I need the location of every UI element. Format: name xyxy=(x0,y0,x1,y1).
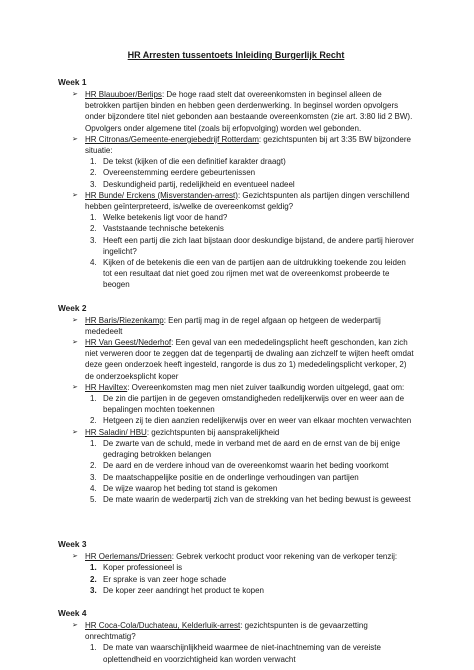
case-entry xyxy=(58,190,414,212)
numbered-list xyxy=(58,642,414,664)
bullet-icon: ➢ xyxy=(72,428,78,436)
list-item-text: Kijken of de betekenis die een van de partijen aan de uitdrukking toekende zou leiden tot een resultaat dat niet goed zou rijmen met wat de overeenkomst probeerde te beogen xyxy=(103,258,406,290)
bullet-icon: ➢ xyxy=(72,316,78,324)
weeks-container xyxy=(58,77,414,665)
bullet-icon: ➢ xyxy=(72,621,78,629)
list-item-text: De tekst (kijken of die een definitief karakter draagt) xyxy=(103,157,286,167)
list-number: 1. xyxy=(90,157,97,167)
numbered-list xyxy=(58,438,414,505)
list-item-text: Overeenstemming eerdere gebeurtenissen xyxy=(103,168,256,178)
list-item-text: Welke betekenis ligt voor de hand? xyxy=(103,213,228,223)
case-text: : gezichtspunten bij art 3:35 BW bijzondere situatie: xyxy=(85,134,411,156)
list-number: 2. xyxy=(90,168,97,178)
list-item-text: De aard en de verdere inhoud van de overeenkomst waarin het beding voorkomt xyxy=(103,461,389,471)
list-item xyxy=(90,257,414,291)
list-item xyxy=(90,179,414,190)
list-item xyxy=(90,460,414,471)
list-number: 3. xyxy=(90,585,97,595)
case-text: : Een geval van een mededelingsplicht heeft geschonden, kan zich niet verweren door te zeggen dat de tegenpartij de dwaling aan zichzelf te wijten heeft omdat deze geen onderzoek heeft ingesteld, rangorde is dus zo 1) mededelingsplicht verkoper, 2) de onderzoeksplicht koper xyxy=(85,338,414,381)
numbered-list xyxy=(58,562,414,596)
list-item-text: De wijze waarop het beding tot stand is gekomen xyxy=(103,483,278,493)
case-entry xyxy=(58,382,414,393)
list-item-text: De zin die partijen in de gegeven omstandigheden redelijkerwijs over en weer aan de bepalingen mochten toekennen xyxy=(103,394,405,415)
list-number: 2. xyxy=(90,574,97,584)
list-number: 5. xyxy=(90,494,97,504)
week-heading: Week 1 xyxy=(58,77,87,87)
list-number: 1. xyxy=(90,438,97,448)
case-name: HR Blauuboer/Berlips xyxy=(85,90,162,99)
week-section xyxy=(58,77,414,291)
bullet-icon: ➢ xyxy=(72,383,78,391)
list-item xyxy=(90,483,414,494)
case-entry xyxy=(58,620,414,642)
bullet-icon: ➢ xyxy=(72,91,78,98)
list-item xyxy=(90,642,414,664)
list-item xyxy=(90,393,414,415)
list-item-text: Heeft een partij die zich laat bijstaan door deskundige bijstand, de andere partij hierover ingelicht? xyxy=(103,235,414,256)
case-name: HR Citronas/Gemeente-energiebedrijf Rotterdam xyxy=(85,134,259,144)
list-item-text: Er sprake is van zeer hoge schade xyxy=(103,574,227,584)
list-item-text: Koper professioneel is xyxy=(103,563,183,573)
list-item xyxy=(90,167,414,178)
week-section xyxy=(58,608,414,665)
week-heading: Week 4 xyxy=(58,607,87,618)
list-item-text: Vaststaande technische betekenis xyxy=(103,224,224,234)
list-item xyxy=(90,235,414,257)
case-text: : Overeenkomsten mag men niet zuiver taalkundig worden uitgelegd, gaat om: xyxy=(127,382,405,392)
list-item xyxy=(90,494,414,505)
list-number: 1. xyxy=(90,563,97,573)
numbered-list xyxy=(58,156,414,190)
case-entry xyxy=(58,89,414,134)
case-text: : Gebrek verkocht product voor rekening van de verkoper tenzij: xyxy=(171,552,398,562)
case-name: HR Bunde/ Erckens (Misverstanden-arrest) xyxy=(85,190,238,200)
list-item xyxy=(90,223,414,234)
list-item xyxy=(90,156,414,167)
case-text: : gezichtspunten bij aansprakelijkheid xyxy=(146,427,280,437)
list-number: 2. xyxy=(90,416,97,426)
case-name: HR Saladin/ HBU xyxy=(85,427,147,437)
list-item xyxy=(90,415,414,426)
case-text: : Een partij mag in de regel afgaan op hetgeen de wederpartij mededeelt xyxy=(85,315,381,336)
case-name: HR Oerlemans/Driessen xyxy=(85,552,172,562)
list-number: 1. xyxy=(90,394,97,404)
list-item-text: Hetgeen zij te dien aanzien redelijkerwijs over en weer van elkaar mochten verwachten xyxy=(103,416,412,426)
list-item-text: Deskundigheid partij, redelijkheid en eventueel nadeel xyxy=(103,179,295,189)
case-name: HR Coca-Cola/Duchateau, Kelderluik-arrest xyxy=(85,620,241,630)
case-text: : De hoge raad stelt dat overeenkomsten in beginsel alleen de betrokken partijen binden en hebben geen derdenwerking. In beginsel worden opvolgers onder bijzondere titel niet gebonden aan bestaande overeenkomsten (zie art. 3:80 lid 2 BW). Opvolgers onder algemene titel (zoals bij erfopvolging) worden wel gebonden. xyxy=(85,90,413,133)
case-entry xyxy=(58,315,414,337)
bullet-icon: ➢ xyxy=(72,553,78,561)
bullet-icon: ➢ xyxy=(72,339,78,347)
numbered-list xyxy=(58,393,414,427)
list-item-text: De koper zeer aandringt het product te kopen xyxy=(103,585,264,595)
list-number: 3. xyxy=(90,472,97,482)
list-number: 1. xyxy=(90,643,97,653)
week-section xyxy=(58,303,414,505)
case-name: HR Haviltex xyxy=(85,382,128,392)
case-entry xyxy=(58,134,414,156)
case-text: : gezichtspunten is de gevaarzetting onrechtmatig? xyxy=(85,620,368,642)
list-item xyxy=(90,472,414,483)
case-entry xyxy=(58,427,414,438)
list-item-text: De mate van waarschijnlijkheid waarmee de niet-inachtneming van de vereiste oplettendheid en voorzichtigheid kan worden verwacht xyxy=(103,643,381,664)
case-name: HR Van Geest/Nederhof xyxy=(85,338,172,348)
week-heading: Week 2 xyxy=(58,302,87,313)
list-number: 4. xyxy=(90,258,97,268)
list-number: 3. xyxy=(90,179,97,189)
week-heading: Week 3 xyxy=(58,539,87,550)
list-item xyxy=(90,585,414,596)
list-number: 2. xyxy=(90,224,97,234)
document-title: HR Arresten tussentoets Inleiding Burgerlijk Recht xyxy=(127,50,345,60)
list-item-text: De mate waarin de wederpartij zich van de strekking van het beding bewust is geweest xyxy=(103,494,411,504)
list-number: 4. xyxy=(90,483,97,493)
case-entry xyxy=(58,551,414,562)
case-text: : Gezichtspunten als partijen dingen verschillend hebben geïnterpreteerd, is/welke de overeenkomst geldig? xyxy=(85,190,410,212)
list-item xyxy=(90,438,414,460)
list-number: 1. xyxy=(90,213,97,223)
list-item xyxy=(90,562,414,573)
bullet-icon: ➢ xyxy=(72,191,78,199)
case-entry xyxy=(58,337,414,382)
list-number: 2. xyxy=(90,461,97,471)
week-section xyxy=(58,539,414,596)
case-name: HR Baris/Riezenkamp xyxy=(85,315,164,325)
list-number: 3. xyxy=(90,235,97,245)
numbered-list xyxy=(58,212,414,290)
list-item xyxy=(90,574,414,585)
list-item-text: De maatschappelijke positie en de onderlinge verhoudingen van partijen xyxy=(103,472,359,482)
list-item xyxy=(90,212,414,223)
list-item-text: De zwarte van de schuld, mede in verband met de aard en de ernst van de bij enige gedraging betrokken belangen xyxy=(103,438,401,460)
bullet-icon: ➢ xyxy=(72,135,78,143)
